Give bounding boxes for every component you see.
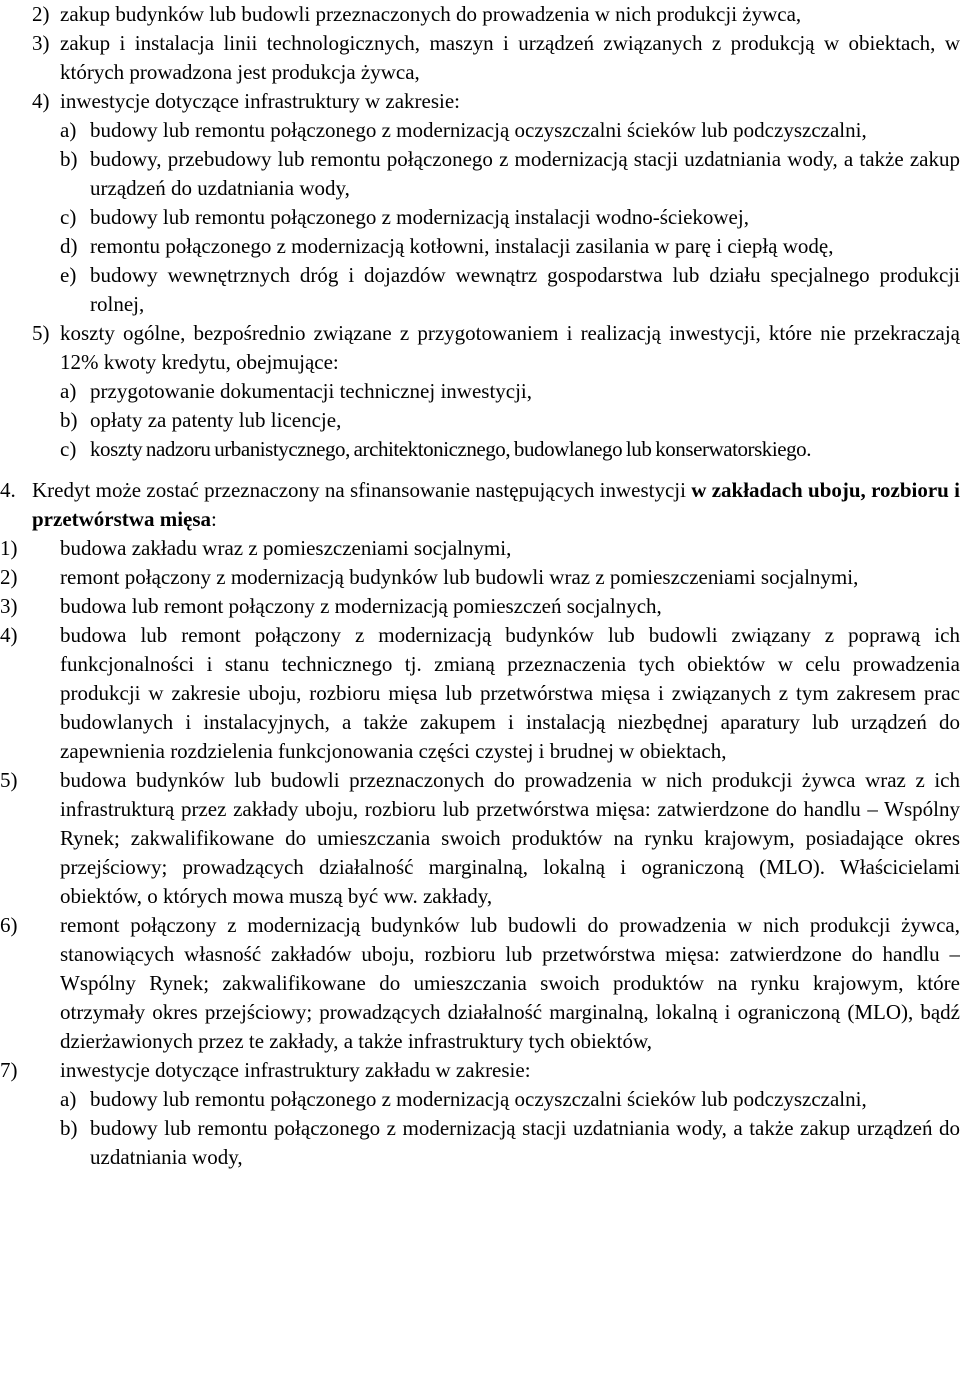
sub-list-letter: c) xyxy=(60,437,77,461)
sub-list-item xyxy=(0,435,960,464)
sub-list-item xyxy=(0,1114,960,1172)
list-text: budowa lub remont połączony z modernizacją budynków lub budowli związany z poprawą ich funkcjonalności i stanu technicznego tj. zmianą przeznaczenia tych obiektów w celu prowadzenia produkcji w zakresie uboju, rozbioru mięsa lub przetwórstwa mięsa i związanych z tym zakresem prac budowlanych i instalacyjnych, a także zakupem i instalacją niezbędnej aparatury lub urządzeń do zapewnienia rozdzielenia funkcjonowania części czystej i brudnej w obiektach, xyxy=(60,623,960,763)
list-text: zakup budynków lub budowli przeznaczonych do prowadzenia w nich produkcji żywca, xyxy=(60,2,802,26)
section-heading xyxy=(0,476,960,534)
sub-list-text: koszty nadzoru urbanistycznego, architektonicznego, budowlanego lub konserwatorskiego. xyxy=(90,437,811,461)
list-text: budowa zakładu wraz z pomieszczeniami socjalnymi, xyxy=(60,536,512,560)
sub-list-text: budowy lub remontu połączonego z modernizacją oczyszczalni ścieków lub podczyszczalni, xyxy=(90,1087,867,1111)
list-number: 4) xyxy=(32,89,50,113)
list-text: budowa lub remont połączony z modernizacją pomieszczeń socjalnych, xyxy=(60,594,662,618)
sub-list-letter: b) xyxy=(60,408,78,432)
list-text: zakup i instalacja linii technologicznych, maszyn i urządzeń związanych z produkcją w obiektach, w których prowadzona jest produkcja żywca, xyxy=(60,31,960,84)
sub-list-text: budowy lub remontu połączonego z modernizacją instalacji wodno-ściekowej, xyxy=(90,205,749,229)
sub-list-item xyxy=(0,145,960,203)
list-item xyxy=(0,911,960,1056)
list-item xyxy=(0,766,960,911)
list-number: 2) xyxy=(0,565,18,589)
sub-list-text: przygotowanie dokumentacji technicznej inwestycji, xyxy=(90,379,533,403)
list-item xyxy=(0,592,960,621)
list-text: inwestycje dotyczące infrastruktury zakładu w zakresie: xyxy=(60,1058,531,1082)
sub-list-letter: a) xyxy=(60,118,77,142)
sub-list-letter: d) xyxy=(60,234,78,258)
sub-list-letter: b) xyxy=(60,1116,78,1140)
section-bold-text: w zakładach uboju, rozbioru i przetwórstwa mięsa xyxy=(32,478,960,531)
list-item xyxy=(0,563,960,592)
list-number: 4) xyxy=(0,623,18,647)
list-item xyxy=(0,29,960,87)
list-number: 5) xyxy=(32,321,50,345)
sub-list-item xyxy=(0,116,960,145)
sub-list-item xyxy=(0,261,960,319)
sub-list-letter: c) xyxy=(60,205,77,229)
list-item xyxy=(0,534,960,563)
sub-list-item xyxy=(0,203,960,232)
sub-list-item xyxy=(0,406,960,435)
sub-list-text: budowy wewnętrznych dróg i dojazdów wewnątrz gospodarstwa lub działu specjalnego produkcji rolnej, xyxy=(90,263,960,316)
list-text: koszty ogólne, bezpośrednio związane z przygotowaniem i realizacją inwestycji, które nie przekraczają 12% kwoty kredytu, obejmujące: xyxy=(60,321,960,374)
list-text: inwestycje dotyczące infrastruktury w zakresie: xyxy=(60,89,460,113)
list-text: remont połączony z modernizacją budynków lub budowli wraz z pomieszczeniami socjalnymi, xyxy=(60,565,859,589)
list-text: budowa budynków lub budowli przeznaczonych do prowadzenia w nich produkcji żywca wraz z ich infrastrukturą przez zakłady uboju, rozbioru lub przetwórstwa mięsa: zatwierdzone do handlu – Wspólny Rynek; zakwalifikowane do umieszczania swoich produktów na rynku krajowym, posiadające okres przejściowy; prowadzących działalność marginalną, lokalną i ograniczoną (MLO). Właścicielami obiektów, o których mowa muszą być ww. zakłady, xyxy=(60,768,960,908)
sub-list-item xyxy=(0,377,960,406)
sub-list-letter: b) xyxy=(60,147,78,171)
section-number: 4. xyxy=(0,478,16,502)
sub-list-item xyxy=(0,232,960,261)
list-number: 3) xyxy=(0,594,18,618)
list-item xyxy=(0,1056,960,1085)
sub-list-text: budowy lub remontu połączonego z modernizacją stacji uzdatniania wody, a także zakup urządzeń do uzdatniania wody, xyxy=(90,1116,960,1169)
sub-list-text: budowy, przebudowy lub remontu połączonego z modernizacją stacji uzdatniania wody, a także zakup urządzeń do uzdatniania wody, xyxy=(90,147,960,200)
list-number: 7) xyxy=(0,1058,18,1082)
sub-list-text: opłaty za patenty lub licencje, xyxy=(90,408,342,432)
sub-list-text: budowy lub remontu połączonego z modernizacją oczyszczalni ścieków lub podczyszczalni, xyxy=(90,118,867,142)
section-intro xyxy=(32,476,960,534)
sub-list-letter: a) xyxy=(60,1087,77,1111)
list-item xyxy=(0,87,960,116)
list-item xyxy=(0,0,960,29)
list-text: remont połączony z modernizacją budynków lub budowli do prowadzenia w nich produkcji żywca, stanowiących własność zakładów uboju, rozbioru lub przetwórstwa mięsa: zatwierdzone do handlu – Wspólny Rynek; zakwalifikowane do umieszczania swoich produktów na rynku krajowym, które otrzymały okres przejściowy; prowadzących działalność marginalną, lokalną i ograniczoną (MLO), bądź dzierżawionych przez te zakłady, a także infrastruktury tych obiektów, xyxy=(60,913,960,1053)
list-item xyxy=(0,319,960,377)
list-item xyxy=(0,621,960,766)
sub-list-item xyxy=(0,1085,960,1114)
sub-list-letter: e) xyxy=(60,263,77,287)
sub-list-text: remontu połączonego z modernizacją kotłowni, instalacji zasilania w parę i ciepłą wodę, xyxy=(90,234,834,258)
list-number: 6) xyxy=(0,913,18,937)
list-number: 3) xyxy=(32,31,50,55)
list-number: 2) xyxy=(32,2,50,26)
list-number: 1) xyxy=(0,536,18,560)
list-number: 5) xyxy=(0,768,18,792)
section-colon: : xyxy=(211,507,217,531)
section-intro-text: Kredyt może zostać przeznaczony na sfinansowanie następujących inwestycji xyxy=(32,478,686,502)
sub-list-letter: a) xyxy=(60,379,77,403)
